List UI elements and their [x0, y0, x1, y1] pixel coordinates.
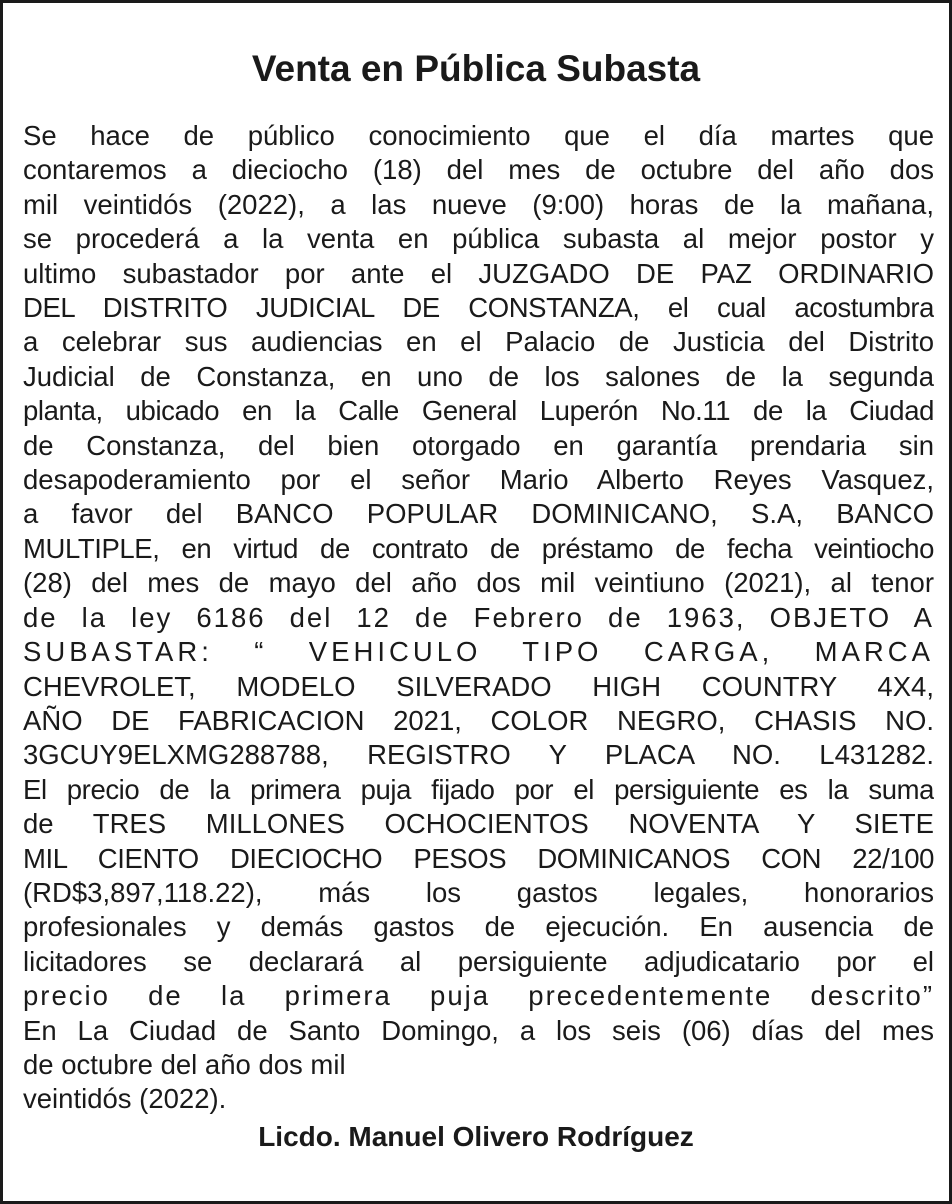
body-line: 3GCUY9ELXMG288788, REGISTRO Y PLACA NO. L431282.	[23, 739, 934, 771]
body-line: a favor del BANCO POPULAR DOMINICANO, S.A, BANCO	[23, 498, 934, 530]
body-line: DEL DISTRITO JUDICIAL DE CONSTANZA, el cual acostumbra	[23, 292, 934, 324]
body-line: contaremos a dieciocho (18) del mes de octubre del año dos	[23, 154, 934, 186]
body-line: MIL CIENTO DIECIOCHO PESOS DOMINICANOS CON 22/100	[23, 842, 934, 874]
body-line: En La Ciudad de Santo Domingo, a los seis (06) días del mes	[23, 1014, 934, 1046]
body-line: (RD$3,897,118.22), más los gastos legales, honorarios	[23, 876, 934, 908]
body-line: a celebrar sus audiencias en el Palacio de Justicia del Distrito	[23, 326, 934, 358]
body-line: El precio de la primera puja fijado por el persiguiente es la suma	[23, 773, 934, 805]
body-line: de TRES MILLONES OCHOCIENTOS NOVENTA Y SIETE	[23, 808, 934, 840]
body-line: precio de la primera puja precedentemente descrito”	[23, 980, 934, 1012]
body-line: de la ley 6186 del 12 de Febrero de 1963, OBJETO A	[23, 601, 934, 633]
body-line: Judicial de Constanza, en uno de los salones de la segunda	[23, 360, 934, 392]
signature: Licdo. Manuel Olivero Rodríguez	[258, 1121, 694, 1152]
body-line: veintidós (2022).	[23, 1083, 227, 1115]
body-line: AÑO DE FABRICACION 2021, COLOR NEGRO, CHASIS NO.	[23, 704, 934, 736]
body-line: CHEVROLET, MODELO SILVERADO HIGH COUNTRY 4X4,	[23, 670, 934, 702]
body-line: (28) del mes de mayo del año dos mil veintiuno (2021), al tenor	[23, 567, 934, 599]
body-line: mil veintidós (2022), a las nueve (9:00) horas de la mañana,	[23, 188, 934, 220]
body-line: licitadores se declarará al persiguiente adjudicatario por el	[23, 945, 934, 977]
body-line: MULTIPLE, en virtud de contrato de préstamo de fecha veintiocho	[23, 532, 934, 564]
body-line: se procederá a la venta en pública subasta al mejor postor y	[23, 223, 934, 255]
body-line: de octubre del año dos mil	[23, 1048, 346, 1080]
notice-body	[23, 119, 934, 1117]
body-line: ultimo subastador por ante el JUZGADO DE PAZ ORDINARIO	[23, 257, 934, 289]
body-line: planta, ubicado en la Calle General Luperón No.11 de la Ciudad	[23, 395, 934, 427]
body-line: desapoderamiento por el señor Mario Alberto Reyes Vasquez,	[23, 464, 934, 496]
notice-title: Venta en Pública Subasta	[251, 48, 701, 89]
body-line: profesionales y demás gastos de ejecución. En ausencia de	[23, 911, 934, 943]
body-line: SUBASTAR: “ VEHICULO TIPO CARGA, MARCA	[23, 636, 934, 668]
body-line: de Constanza, del bien otorgado en garantía prendaria sin	[23, 429, 934, 461]
body-line: Se hace de público conocimiento que el día martes que	[23, 120, 934, 151]
